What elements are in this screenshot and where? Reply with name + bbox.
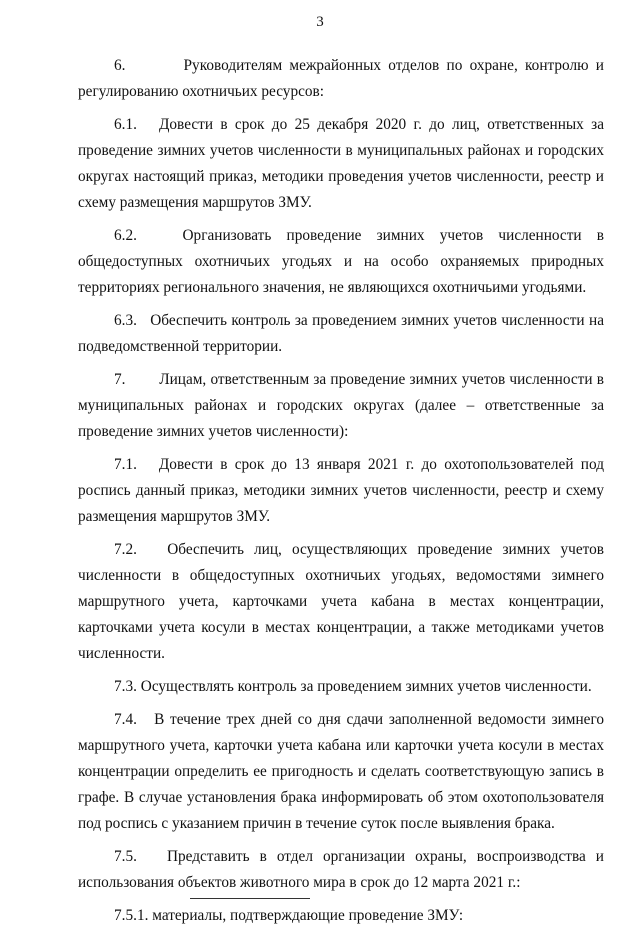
paragraph-7-2: 7.2. Обеспечить лиц, осуществляющих проведение зимних учетов численности в общедоступных охотничьих угодьях, ведомостями зимнего маршрутного учета, карточками учета кабана в местах концентрации, карточками учета косули в местах концентрации, а также методиками учетов численности. xyxy=(78,541,604,662)
page-number: 3 xyxy=(316,14,324,30)
paragraph-7-1: 7.1. Довести в срок до 13 января 2021 г. до охотопользователей под роспись данный приказ, методики зимних учетов численности, реестр и схему размещения маршрутов ЗМУ. xyxy=(78,456,604,525)
paragraph-7-5-1: 7.5.1. материалы, подтверждающие проведение ЗМУ: xyxy=(114,907,464,924)
paragraph-6-1: 6.1. Довести в срок до 25 декабря 2020 г. до лиц, ответственных за проведение зимних учетов численности в муниципальных районах и городских округах настоящий приказ, методики проведения учетов численности, реестр и схему размещения маршрутов ЗМУ. xyxy=(78,116,604,211)
footnote-separator xyxy=(190,898,310,899)
paragraph-7: 7. Лицам, ответственным за проведение зимних учетов численности в муниципальных районах и городских округах (далее – ответственные за проведение зимних учетов численности): xyxy=(78,371,604,440)
paragraph-6-2: 6.2. Организовать проведение зимних учетов численности в общедоступных охотничьих угодьях и на особо охраняемых природных территориях регионального значения, не являющихся охотничьими угодьями. xyxy=(78,227,604,296)
paragraph-7-3: 7.3. Осуществлять контроль за проведением зимних учетов численности. xyxy=(114,678,592,695)
paragraph-7-4: 7.4. В течение трех дней со дня сдачи заполненной ведомости зимнего маршрутного учета, карточки учета кабана или карточки учета косули в местах концентрации определить ее пригодность и сделать соответствующую запись в графе. В случае установления брака информировать об этом охотопользователя под роспись с указанием причин в течение суток после выявления брака. xyxy=(78,711,604,832)
paragraph-7-5: 7.5. Представить в отдел организации охраны, воспроизводства и использования объектов животного мира в срок до 12 марта 2021 г.: xyxy=(78,848,604,891)
paragraph-6-3: 6.3. Обеспечить контроль за проведением зимних учетов численности на подведомственной территории. xyxy=(78,312,604,355)
paragraph-6: 6. Руководителям межрайонных отделов по охране, контролю и регулированию охотничьих ресурсов: xyxy=(78,57,604,100)
document-body xyxy=(78,53,604,936)
